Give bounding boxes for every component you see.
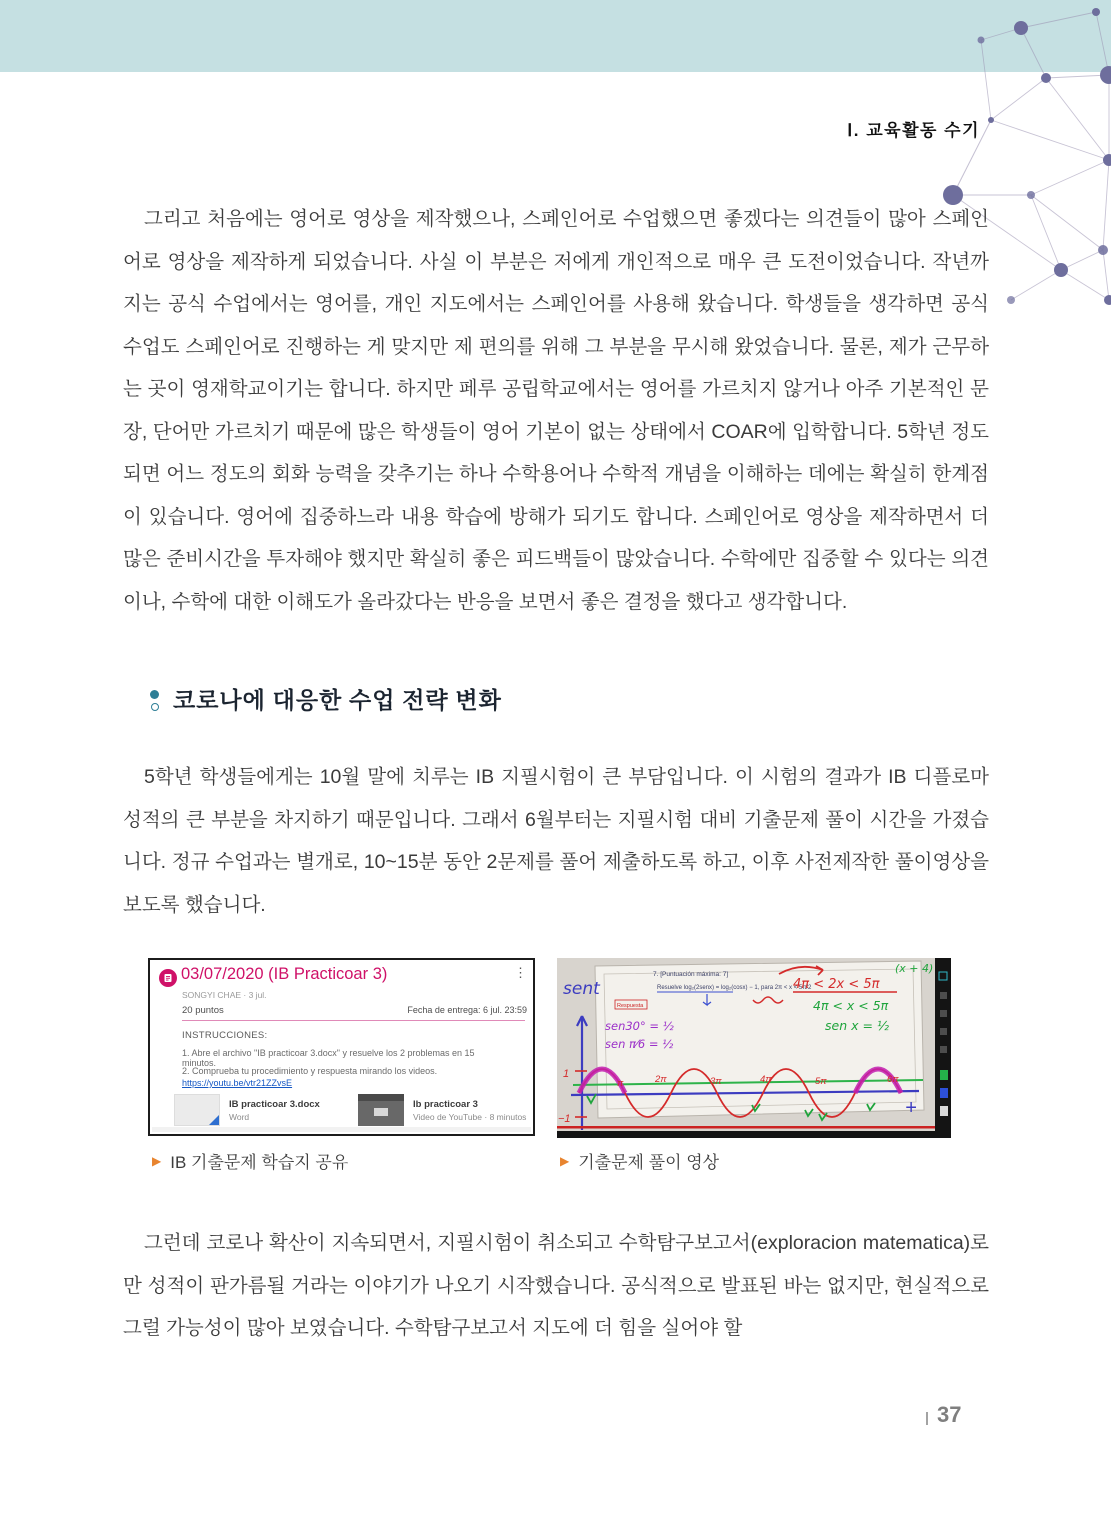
attachment-name: Ib practicoar 3	[413, 1098, 478, 1110]
blue-plus: +	[905, 1097, 917, 1119]
triangle-marker-icon: ▶	[152, 1153, 162, 1168]
page-number-bar	[926, 1412, 928, 1425]
assignment-title: 03/07/2020 (IB Practicoar 3)	[181, 965, 388, 983]
figure-caption-right	[560, 1148, 719, 1173]
section-heading	[150, 682, 502, 715]
paragraph-3: 그런데 코로나 확산이 지속되면서, 지필시험이 취소되고 수학탐구보고서(exploracion matematica)로만 성적이 판가름될 거라는 이야기가 나오기 시작했습니다. 공식적으로 발표된 바는 없지만, 현실적으로 그럴 가능성이 많아 보였습니다. 수학탐구보고서 지도에 더 힘을 실어야 할	[123, 1232, 989, 1339]
x-tick-pi: π	[617, 1078, 624, 1089]
assignment-points: 20 puntos	[182, 1005, 224, 1016]
video-frame-graphic	[557, 958, 951, 1138]
red-progress-line	[557, 1126, 937, 1129]
youtube-link[interactable]: https://youtu.be/vtr21ZZvsE	[182, 1078, 293, 1088]
instruction-step-2: 2. Comprueba tu procedimiento y respuesta mirando los videos.	[182, 1066, 438, 1076]
hw-green-inequality: 4π < x < 5π	[813, 998, 889, 1013]
y-tick-1: 1	[563, 1068, 570, 1080]
divider	[182, 1020, 525, 1021]
attachment-name: IB practicoar 3.docx	[229, 1098, 320, 1110]
figure-caption-left	[152, 1148, 348, 1173]
section-bullet-icon	[150, 690, 159, 711]
caption-text: IB 기출문제 학습지 공유	[170, 1153, 349, 1172]
caption-text: 기출문제 풀이 영상	[578, 1153, 720, 1172]
assignment-icon	[159, 969, 177, 987]
attachment-youtube-video[interactable]	[358, 1093, 526, 1127]
triangle-marker-icon: ▶	[560, 1153, 570, 1168]
assignment-byline: SONGYI CHAE · 3 jul.	[182, 990, 267, 1000]
hw-green-sen: sen x = ½	[825, 1018, 890, 1033]
assignment-due-date: Fecha de entrega: 6 jul. 23:59	[407, 1005, 527, 1015]
x-tick-6pi: 6π	[887, 1074, 899, 1085]
hw-red-inequality: 4π < 2x < 5π	[793, 977, 880, 992]
more-options-icon[interactable]: ⋮	[514, 965, 527, 980]
hw-senpi6: sen π⁄6 = ½	[605, 1037, 674, 1051]
problem-header-text: 7. [Puntuación máxima: 7]	[653, 971, 729, 978]
classroom-screenshot	[148, 958, 535, 1136]
running-head: Ⅰ. 교육활동 수기	[847, 121, 980, 140]
page-number-value: 37	[937, 1402, 962, 1427]
x-tick-5pi: 5π	[815, 1076, 827, 1087]
paragraph-1: 그리고 처음에는 영어로 영상을 제작했으나, 스페인어로 수업했으면 좋겠다는 의견들이 많아 스페인어로 영상을 제작하게 되었습니다. 사실 이 부분은 저에게 개인적으로 매우 큰 도전이었습니다. 작년까지는 공식 수업에서는 영어를, 개인 지도에서는 스페인어를 사용해 왔습니다. 학생들을 생각하면 공식 수업도 스페인어로 진행하는 게 맞지만 제 편의를 위해 그 부분을 무시해 왔었습니다. 물론, 제가 근무하는 곳이 영재학교이기는 합니다. 하지만 페루 공립학교에서는 영어를 가르치지 않거나 아주 기본적인 문장, 단어만 가르치기 때문에 많은 학생들이 영어 기본이 없는 상태에서 COAR에 입학합니다. 5학년 정도 되면 어느 정도의 회화 능력을 갖추기는 하나 수학용어나 수학적 개념을 이해하는 데에는 확실히 한계점이 있습니다. 영어에 집중하느라 내용 학습에 방해가 되기도 합니다. 스페인어로 영상을 제작하면서 더 많은 준비시간을 투자해야 했지만 확실히 좋은 피드백들이 많았습니다. 수학에만 집중할 수 있다는 의견이나, 수학에 대한 이해도가 올라갔다는 반응을 보면서 좋은 결정을 했다고 생각합니다.	[123, 208, 989, 613]
paragraph-2: 5학년 학생들에게는 10월 말에 치루는 IB 지필시험이 큰 부담입니다. 이 시험의 결과가 IB 디플로마 성적의 큰 부분을 차지하기 때문입니다. 그래서 6월부터는 지필시험 대비 기출문제 풀이 시간을 가졌습니다. 정규 수업과는 별개로, 10~15분 동안 2문제를 풀어 제출하도록 하고, 이후 사전제작한 풀이영상을 보도록 했습니다.	[123, 766, 989, 916]
x-tick-3pi: 3π	[710, 1076, 722, 1087]
cropped-row	[152, 1127, 531, 1132]
answer-label: Respuesta	[617, 1003, 644, 1009]
attachment-type: Video de YouTube · 8 minutos	[413, 1111, 527, 1122]
section-title: 코로나에 대응한 수업 전략 변화	[173, 688, 502, 713]
page-number	[926, 1402, 961, 1428]
video-thumbnail	[358, 1094, 404, 1126]
instruction-step-1: 1. Abre el archivo "IB practicoar 3.docx" y resuelve los 2 problemas en 15 minutos.	[182, 1048, 475, 1068]
hw-corner-note: (x + 4)	[895, 962, 934, 975]
attachment-type: Word	[229, 1111, 250, 1122]
problem-body-text: Resuelve log₂(2senx) = log₂(cosx) − 1, para 2π < x < 5π/2	[657, 985, 812, 991]
x-tick-4pi: 4π	[760, 1074, 772, 1085]
hw-sen30: sen30° = ½	[605, 1019, 674, 1033]
attachment-word-doc[interactable]	[174, 1093, 320, 1127]
player-bottom-bar	[557, 1131, 951, 1138]
instructions-label: INSTRUCCIONES:	[182, 1030, 268, 1041]
word-doc-thumbnail	[174, 1094, 220, 1126]
x-tick-2pi: 2π	[655, 1074, 667, 1085]
hw-sent: sent	[563, 979, 600, 999]
y-tick-neg1: −1	[558, 1113, 571, 1125]
solution-video-screenshot	[557, 958, 951, 1138]
